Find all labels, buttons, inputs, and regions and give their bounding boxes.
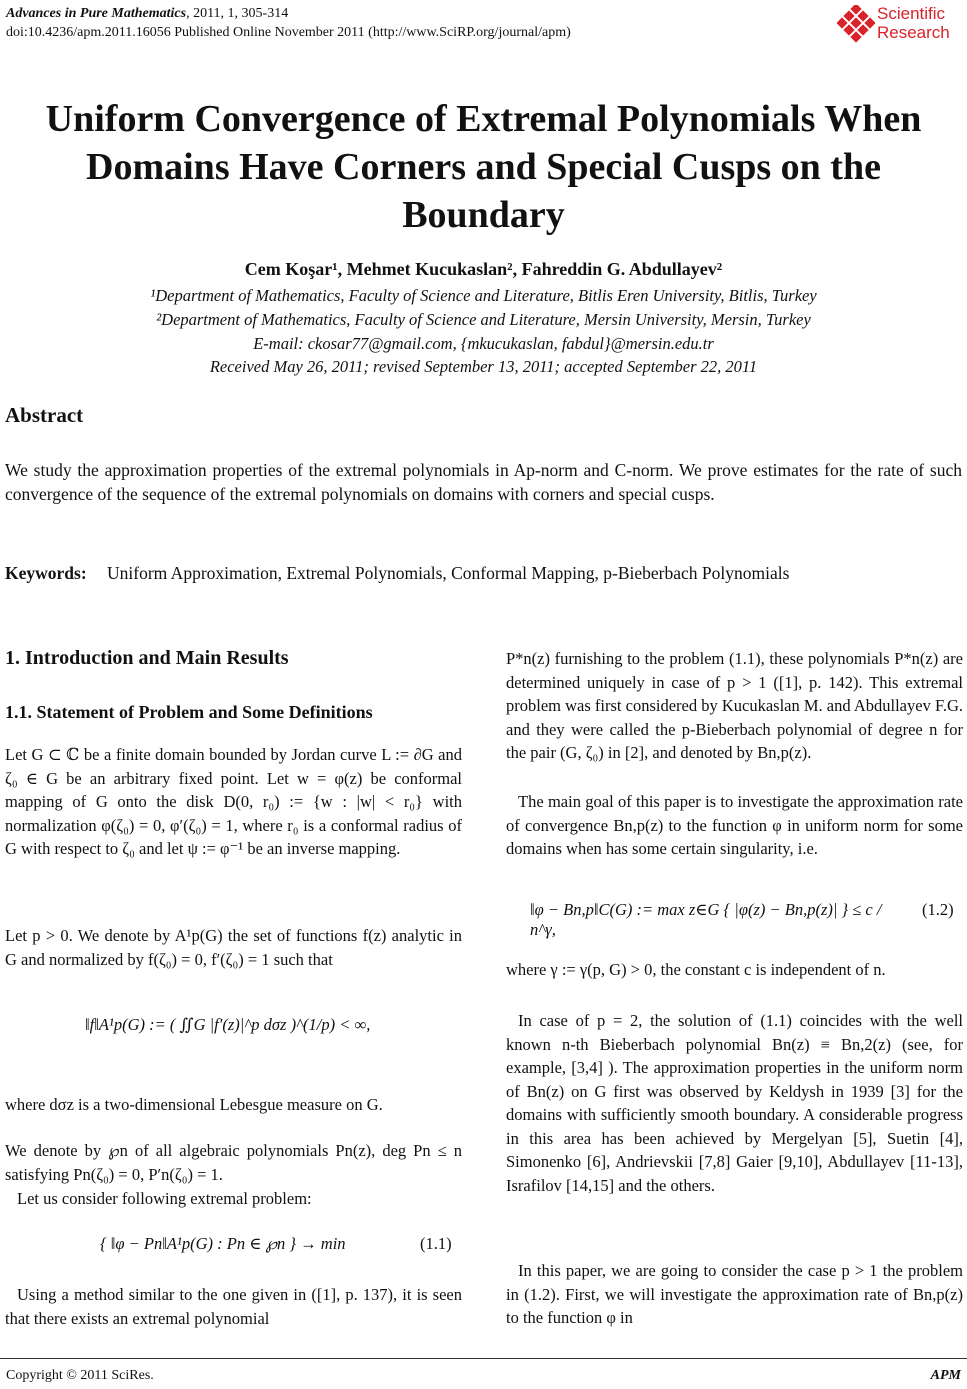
- equation-extremal: { ‖φ − Pn‖A¹p(G) : Pn ∈ ℘n } → min: [100, 1234, 346, 1253]
- abstract-text: We study the approximation properties of the extremal polynomials in Ap-norm and C-norm. We prove estimates for the rate of such convergence of the sequence of the extremal polynomials on domains with corners and special cusps.: [5, 460, 962, 504]
- journal-name: Advances in Pure Mathematics: [6, 6, 187, 21]
- right-para-5: In this paper, we are going to consider the case p > 1 the problem in (1.2). First, we will investigate the approximation rate of Bn,p(z) to the function φ in: [506, 1261, 963, 1327]
- subsection-heading: 1.1. Statement of Problem and Some Definitions: [5, 702, 373, 722]
- publisher-logo: [837, 4, 961, 44]
- equation-number-1-2: (1.2): [922, 900, 954, 919]
- left-para-6: Using a method similar to the one given in ([1], p. 137), it is seen that there exists an extremal polynomial: [5, 1285, 462, 1328]
- affiliation-2: ²Department of Mathematics, Faculty of Science and Literature, Mersin University, Mersin, Turkey: [156, 310, 811, 329]
- footer-journal-abbr: APM: [930, 1368, 961, 1383]
- doi-line: doi:10.4236/apm.2011.16056 Published Online November 2011 (http://www.SciRP.org/journal/apm): [6, 25, 571, 40]
- equation-norm: ‖f‖A¹p(G) := ( ∬G |f′(z)|^p dσz )^(1/p) < ∞,: [85, 1015, 371, 1034]
- right-para-4: In case of p = 2, the solution of (1.1) coincides with the well known n-th Bieberbach polynomial Bn(z) ≡ Bn,2(z) (see, for example, [3,4] ). The approximation properties in the uniform norm of Bn(z) on G first was observed by Keldysh in 1939 [3] for the domains with sufficiently smooth boundary. A considerable progress in this area has been achieved by Mergelyan [5], Suetin [4], Simonenko [6], Andrievskii [7,8] Gaier [9,10], Abdullayev [11-13], Israfilov [14,15] and the others.: [506, 1011, 963, 1195]
- section-heading: 1. Introduction and Main Results: [5, 647, 289, 669]
- received-line: Received May 26, 2011; revised September 13, 2011; accepted September 22, 2011: [209, 357, 758, 376]
- keywords-text: Uniform Approximation, Extremal Polynomials, Conformal Mapping, p-Bieberbach Polynomials: [107, 563, 790, 583]
- journal-citation: , 2011, 1, 305-314: [186, 6, 289, 21]
- logo-mark-icon: [837, 5, 875, 43]
- footer-copyright: Copyright © 2011 SciRes.: [6, 1368, 154, 1383]
- logo-text: Scientific Research: [877, 4, 950, 42]
- left-para-1: Let G ⊂ ℂ be a finite domain bounded by Jordan curve L := ∂G and ζ₀ ∈ G be an arbitrary fixed point. Let w = φ(z) be conformal mapping of G onto the disk D(0, r₀) := {w : |w| < r₀} with normalization φ(ζ₀) = 0, φ′(ζ₀) = 1, where r₀ is a conformal radius of G with respect to ζ₀ and let ψ := φ⁻¹ be an inverse mapping.: [5, 745, 462, 858]
- left-para-5: Let us consider following extremal problem:: [17, 1189, 312, 1208]
- email-line: E-mail: ckosar77@gmail.com, {mkucukaslan, fabdul}@mersin.edu.tr: [253, 334, 714, 353]
- right-para-3: where γ := γ(p, G) > 0, the constant c is independent of n.: [506, 960, 886, 979]
- journal-header: [6, 4, 571, 42]
- abstract-heading: Abstract: [5, 403, 84, 427]
- author-list: Cem Koşar¹, Mehmet Kucukaslan², Fahreddin G. Abdullayev²: [244, 259, 723, 279]
- equation-rate: ‖φ − Bn,p‖C(G) := max z∈G { |φ(z) − Bn,p(z)| } ≤ c / n^γ,: [530, 900, 882, 939]
- left-para-3: where dσz is a two-dimensional Lebesgue measure on G.: [5, 1095, 383, 1114]
- left-para-4: We denote by ℘n of all algebraic polynomials Pn(z), deg Pn ≤ n satisfying Pn(ζ₀) = 0, P′n(ζ₀) = 1.: [5, 1141, 462, 1184]
- keywords-label: Keywords:: [5, 563, 87, 583]
- affiliation-1: ¹Department of Mathematics, Faculty of Science and Literature, Bitlis Eren University, Bitlis, Turkey: [150, 286, 817, 305]
- left-para-2: Let p > 0. We denote by A¹p(G) the set of functions f(z) analytic in G and normalized by f(ζ₀) = 0, f′(ζ₀) = 1 such that: [5, 926, 462, 969]
- equation-number-1-1: (1.1): [420, 1234, 452, 1253]
- footer-rule: [0, 1358, 967, 1359]
- paper-title: Uniform Convergence of Extremal Polynomials When Domains Have Corners and Special Cusps on the Boundary: [45, 98, 922, 236]
- right-para-2: The main goal of this paper is to investigate the approximation rate of convergence Bn,p(z) to the function φ in uniform norm for some domains when has some certain singularity, i.e.: [506, 792, 963, 858]
- right-para-1: P*n(z) furnishing to the problem (1.1), these polynomials P*n(z) are determined uniquely in case of p > 1 ([1], p. 142). This extremal problem was first considered by Kucukaslan M. and Abdullayev F.G. and they were called the p-Bieberbach polynomial of degree n for the pair (G, ζ₀) in [2], and denoted by Bn,p(z).: [506, 649, 963, 762]
